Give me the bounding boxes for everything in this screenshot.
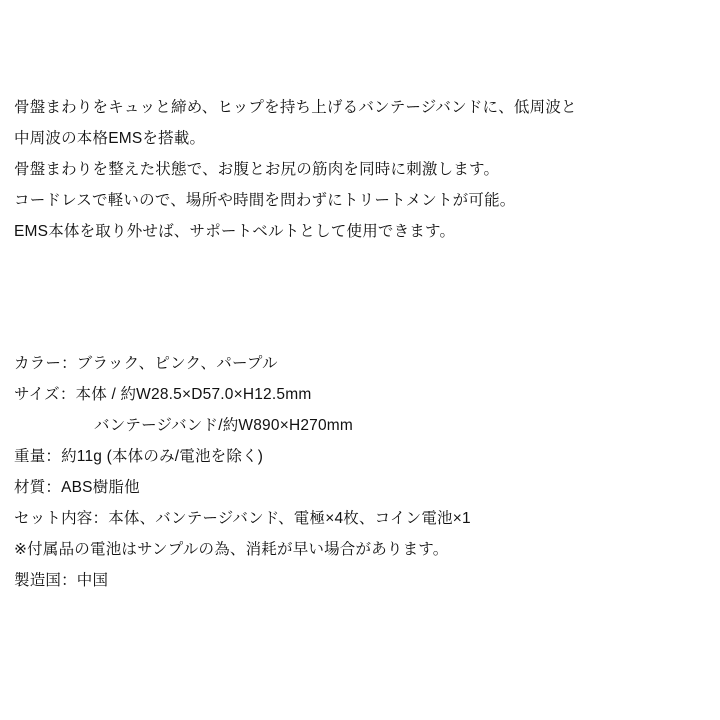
description-line: EMS本体を取り外せば、サポートベルトとして使用できます。 (14, 223, 456, 240)
spec-line-weight: 重量：約11g (本体のみ/電池を除く) (14, 448, 264, 465)
spec-line-color: カラー：ブラック、ピンク、パープル (14, 355, 278, 372)
description-block (14, 92, 706, 247)
spec-line-country: 製造国：中国 (14, 572, 109, 589)
spec-line-set-contents: セット内容：本体、バンテージバンド、電極×4枚、コイン電池×1 (14, 510, 471, 527)
spec-line-battery-note: ※付属品の電池はサンプルの為、消耗が早い場合があります。 (14, 541, 449, 558)
spec-line-material: 材質：ABS樹脂他 (14, 479, 140, 496)
specification-block (14, 348, 706, 596)
description-line: 中周波の本格EMSを搭載。 (14, 130, 206, 147)
spec-line-size-band: バンテージバンド/約W890×H270mm (94, 417, 354, 434)
description-line: 骨盤まわりを整えた状態で、お腹とお尻の筋肉を同時に刺激します。 (14, 161, 500, 178)
description-line: 骨盤まわりをキュッと締め、ヒップを持ち上げるバンテージバンドに、低周波と (14, 99, 577, 116)
description-line: コードレスで軽いので、場所や時間を問わずにトリートメントが可能。 (14, 192, 516, 209)
spec-line-size-main: サイズ：本体 / 約W28.5×D57.0×H12.5mm (14, 386, 312, 403)
